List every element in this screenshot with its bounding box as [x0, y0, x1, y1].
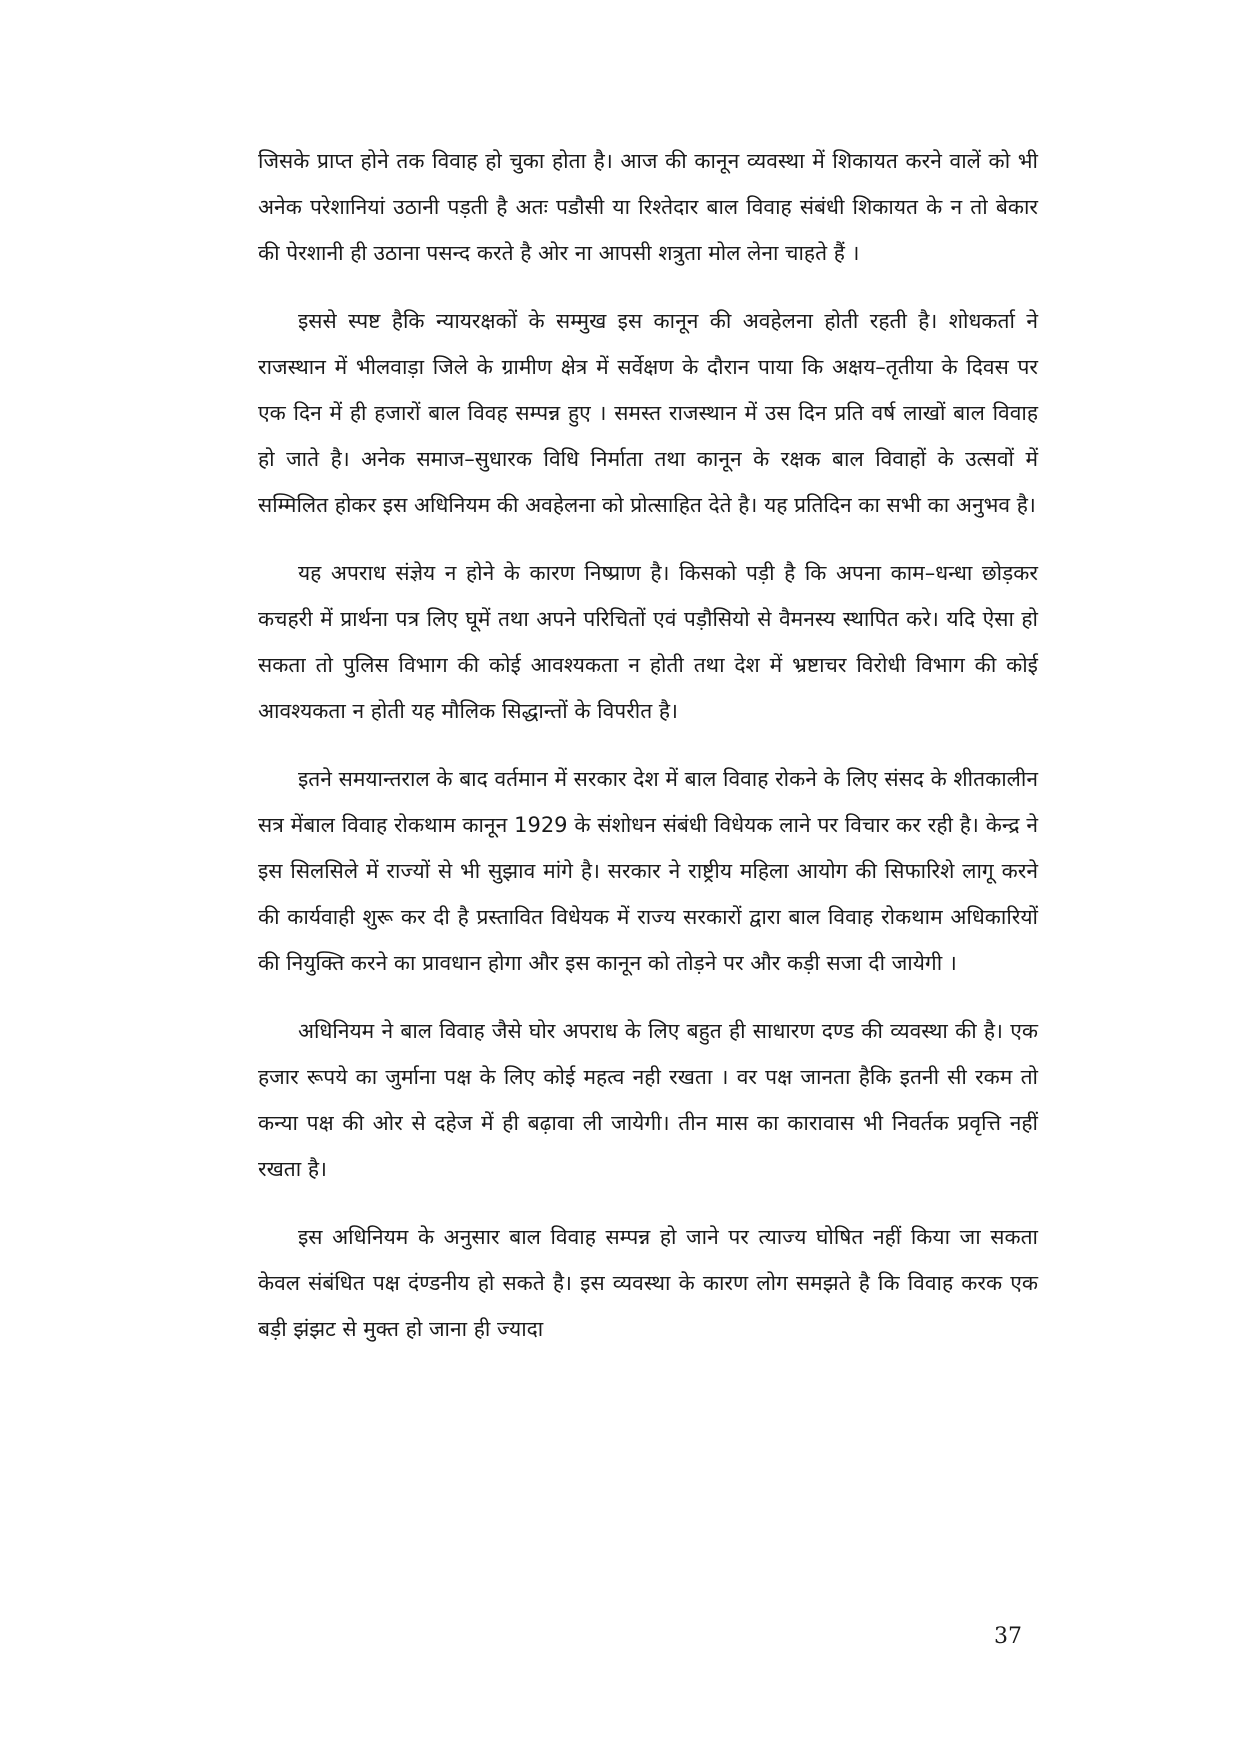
paragraph-continuation: जिसके प्राप्त होने तक विवाह हो चुका होता है। आज की कानून व्यवस्था में शिकायत करने वालें को भी अनेक परेशानियां उठानी पड़ती है अतः पडौसी या रिश्तेदार बाल विवाह संबंधी शिकायत के न तो बेकार की पेरशानी ही उठाना पसन्द करते है ओर ना आपसी शत्रुता मोल लेना चाहते हैं । — [258, 149, 1038, 265]
paragraph: अधिनियम ने बाल विवाह जैसे घोर अपराध के लिए बहुत ही साधारण दण्ड की व्यवस्था की है। एक हजार रूपये का जुर्माना पक्ष के लिए कोई महत्व नही रखता । वर पक्ष जानता हैकि इतनी सी रकम तो कन्या पक्ष की ओर से दहेज में ही बढ़ावा ली जायेगी। तीन मास का कारावास भी निवर्तक प्रवृत्ति नहीं रखता है। — [258, 1019, 1038, 1181]
paragraph: इस अधिनियम के अनुसार बाल विवाह सम्पन्न हो जाने पर त्याज्य घोषित नहीं किया जा सकता केवल संबंधित पक्ष दंण्डनीय हो सकते है। इस व्यवस्था के कारण लोग समझते है कि विवाह करक एक बड़ी झंझट से मुक्त हो जाना ही ज्यादा — [258, 1225, 1038, 1341]
paragraph: इससे स्पष्ट हैकि न्यायरक्षकों के सम्मुख इस कानून की अवहेलना होती रहती है। शोधकर्ता ने राजस्थान में भीलवाड़ा जिले के ग्रामीण क्षेत्र में सर्वेक्षण के दौरान पाया कि अक्षय–तृतीया के दिवस पर एक दिन में ही हजारों बाल विवह सम्पन्न हुए । समस्त राजस्थान में उस दिन प्रति वर्ष लाखों बाल विवाह हो जाते है। अनेक समाज–सुधारक विधि निर्माता तथा कानून के रक्षक बाल विवाहों के उत्सवों में सम्मिलित होकर इस अधिनियम की अवहेलना को प्रोत्साहित देते है। यह प्रतिदिन का सभी का अनुभव है। — [258, 309, 1038, 517]
paragraph: इतने समयान्तराल के बाद वर्तमान में सरकार देश में बाल विवाह रोकने के लिए संसद के शीतकालीन सत्र मेंबाल विवाह रोकथाम कानून 1929 के संशोधन संबंधी विधेयक लाने पर विचार कर रही है। केन्द्र ने इस सिलसिले में राज्यों से भी सुझाव मांगे है। सरकार ने राष्ट्रीय महिला आयोग की सिफारिशे लागू करने की कार्यवाही शुरू कर दी है प्रस्तावित विधेयक में राज्य सरकारों द्वारा बाल विवाह रोकथाम अधिकारियों की नियुक्ति करने का प्रावधान होगा और इस कानून को तोड़ने पर और कड़ी सजा दी जायेगी । — [258, 767, 1038, 975]
paragraph: यह अपराध संज्ञेय न होने के कारण निष्प्राण है। किसको पड़ी है कि अपना काम–धन्धा छोड़कर कचहरी में प्रार्थना पत्र लिए घूमें तथा अपने परिचितों एवं पड़ौसियो से वैमनस्य स्थापित करे। यदि ऐसा हो सकता तो पुलिस विभाग की कोई आवश्यकता न होती तथा देश में भ्रष्टाचर विरोधी विभाग की कोई आवश्यकता न होती यह मौलिक सिद्धान्तों के विपरीत है। — [258, 561, 1038, 723]
page-number: 37 — [994, 1624, 1022, 1649]
body-text — [258, 138, 1038, 1374]
